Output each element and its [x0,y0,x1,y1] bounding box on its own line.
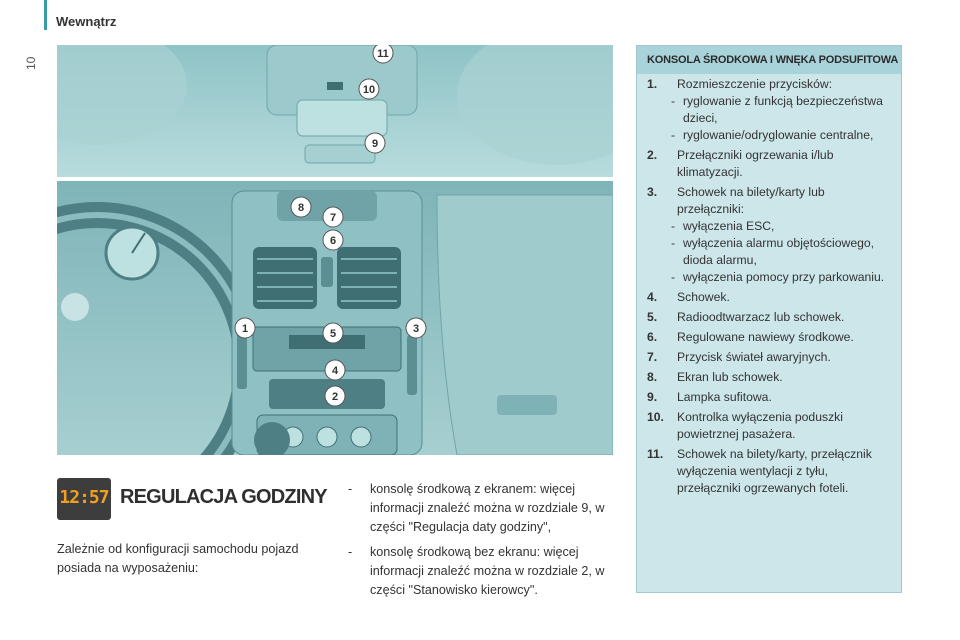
svg-text:11: 11 [377,48,389,60]
svg-text:9: 9 [371,138,379,150]
legend-item [637,409,901,443]
legend-item-number: 11. [647,447,664,461]
svg-text:10: 10 [362,84,376,96]
bullet-item: - konsolę środkową z ekranem: więcej informacji znaleźć można w rozdziale 9, w części "Regulacja daty godziny", [348,482,605,534]
legend-item-text: Regulowane nawiewy środkowe. [677,330,854,344]
callout-2 [325,386,345,406]
clock-icon [57,478,111,520]
svg-text:6: 6 [329,235,337,247]
panel-title: KONSOLA ŚRODKOWA I WNĘKA PODSUFITOWA [637,46,901,74]
legend-item-number: 10. [647,410,664,424]
legend-item-number: 5. [647,310,658,324]
callout-3 [406,318,426,338]
svg-text:1: 1 [241,323,249,335]
svg-text:5: 5 [329,328,337,340]
header-accent-bar [44,0,47,30]
callout-11 [373,45,393,63]
legend-item [637,309,901,326]
legend-item [637,389,901,406]
legend-item-text: Schowek na bilety/karty lub przełączniki: [677,185,825,216]
legend-item [637,147,901,181]
legend-item-text: Ekran lub schowek. [677,370,783,384]
section-title: REGULACJA GODZINY [120,486,327,508]
legend-item [637,446,901,497]
legend-item-text: Kontrolka wyłączenia poduszki powietrznej pasażera. [677,410,843,441]
legend-subitem: - wyłączenia pomocy przy parkowaniu. [671,270,885,284]
legend-item [637,369,901,386]
legend-subitem: - ryglowanie/odryglowanie centralne, [671,128,874,142]
callout-9 [365,133,385,153]
legend-item-number: 4. [647,290,658,304]
legend-list [637,76,901,500]
legend-item [637,329,901,346]
header-title: Wewnątrz [56,14,117,29]
svg-text:8: 8 [297,202,305,214]
legend-item-text: Rozmieszczenie przycisków: [677,77,833,91]
legend-item-number: 6. [647,330,658,344]
dashboard-illustration [57,45,613,455]
svg-text:3: 3 [412,323,420,335]
svg-text:7: 7 [329,212,337,224]
legend-item-text: Przycisk świateł awaryjnych. [677,350,831,364]
callout-6 [323,230,343,250]
legend-subitem: - wyłączenia ESC, [671,219,775,233]
legend-item-text: Lampka sufitowa. [677,390,772,404]
legend-subitem: - wyłączenia alarmu objętościowego, dioda alarmu, [671,236,875,267]
callout-5 [323,323,343,343]
legend-subitem: - ryglowanie z funkcją bezpieczeństwa dzieci, [671,94,883,125]
callout-10 [359,79,379,99]
legend-item-text: Przełączniki ogrzewania i/lub klimatyzacji. [677,148,834,179]
legend-item-number: 1. [647,77,658,91]
legend-item-text: Radioodtwarzacz lub schowek. [677,310,845,324]
legend-item-number: 3. [647,185,658,199]
legend-item-number: 9. [647,390,658,404]
svg-text:4: 4 [331,365,339,377]
legend-item [637,289,901,306]
legend-item [637,349,901,366]
console-legend-panel [636,45,902,593]
callout-7 [323,207,343,227]
svg-text:2: 2 [331,391,339,403]
legend-item-text: Schowek. [677,290,730,304]
clock-icon-digits: 12:57 [59,487,109,508]
legend-item-number: 7. [647,350,658,364]
legend-item [637,76,901,93]
legend-item-text: Schowek na bilety/karty, przełącznik wyłączenia wentylacji z tyłu, przełączniki ogrzewanych foteli. [677,447,872,495]
callout-8 [291,197,311,217]
clock-bullets [346,480,618,606]
callout-4 [325,360,345,380]
callout-1 [235,318,255,338]
legend-item-number: 2. [647,148,658,162]
legend-item [637,184,901,218]
bullet-item: - konsolę środkową bez ekranu: więcej informacji znaleźć można w rozdziale 2, w części "Stanowisko kierowcy". [348,545,605,597]
intro-text: Zależnie od konfiguracji samochodu pojazd posiada na wyposażeniu: [57,542,299,575]
page-number: 10 [24,56,38,70]
legend-item-number: 8. [647,370,658,384]
